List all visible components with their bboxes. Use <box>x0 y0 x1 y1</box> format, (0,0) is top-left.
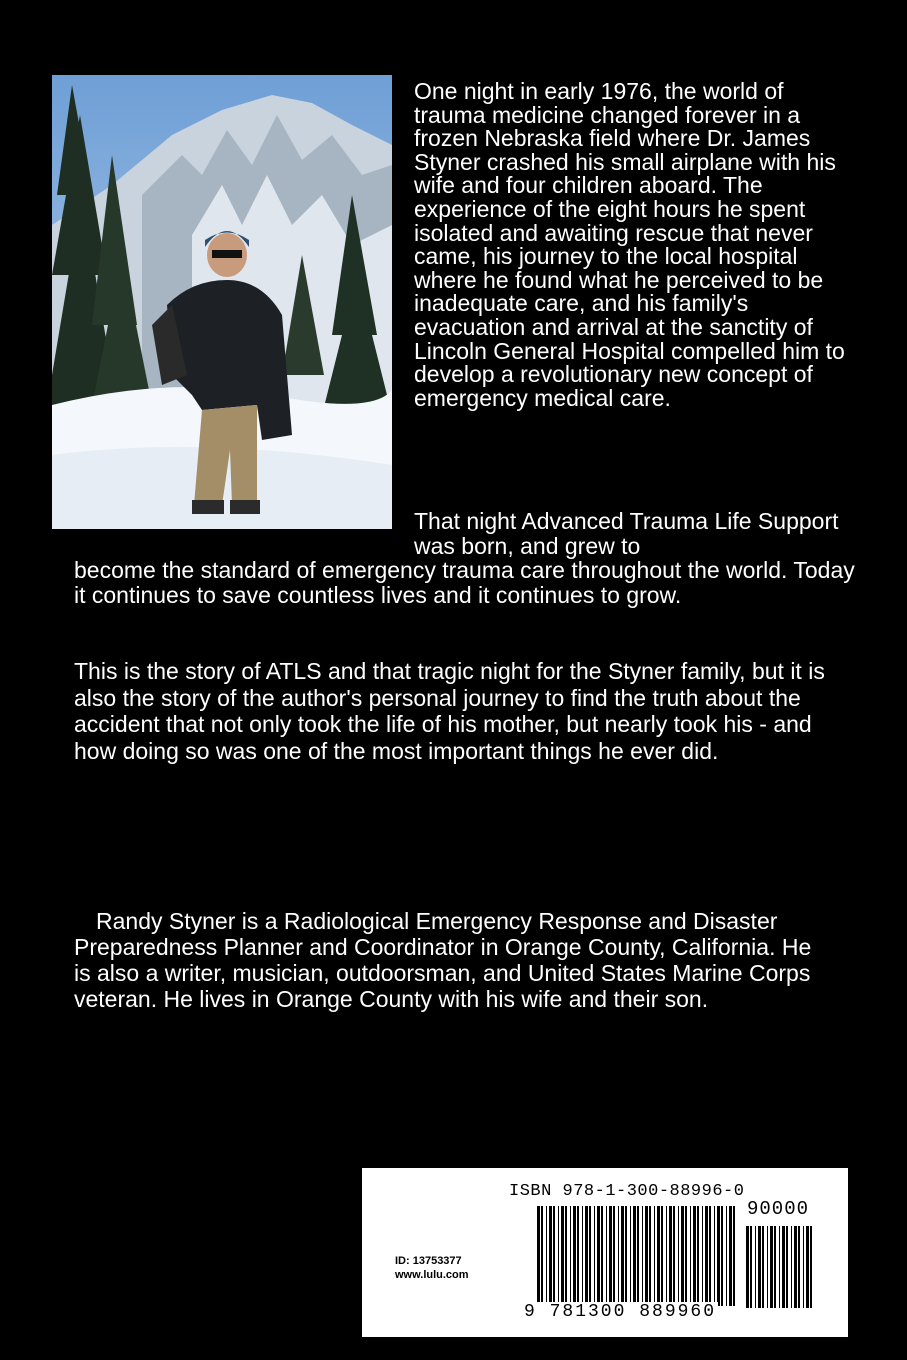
barcode-bar <box>779 1226 780 1308</box>
blurb-paragraph-1: One night in early 1976, the world of trauma medicine changed forever in a frozen Nebraska field where Dr. James Styner crashed his small airplane with his wife and four children aboard. The experience of the eight hours he spent isolated and awaiting rescue that never came, his journey to the local hospital where he found what he perceived to be inadequate care, and his family's evacuation and arrival at the sanctity of Lincoln General Hospital compelled him to develop a revolutionary new concept of emergency medical care. <box>414 78 845 411</box>
barcode-bar <box>609 1206 612 1306</box>
blurb-paragraph-2-rest: become the standard of emergency trauma care throughout the world. Today it continues to save countless lives and it continues to grow. <box>74 557 855 608</box>
lulu-info <box>395 1254 469 1282</box>
barcode-bar <box>746 1226 749 1308</box>
barcode-bar <box>791 1226 792 1308</box>
barcode-bar <box>573 1206 576 1306</box>
price-barcode <box>746 1226 814 1308</box>
barcode-bar <box>681 1206 684 1306</box>
barcode-bar <box>654 1206 655 1306</box>
barcode-bar <box>806 1226 809 1308</box>
barcode-bar <box>558 1206 559 1306</box>
barcode-bar <box>782 1226 785 1308</box>
barcode-bar <box>657 1206 660 1306</box>
barcode-bar <box>762 1226 764 1308</box>
barcode-bar <box>565 1206 567 1306</box>
barcode-bar <box>549 1206 552 1306</box>
barcode-bar <box>714 1206 715 1306</box>
barcode-bar <box>621 1206 624 1306</box>
barcode-bar <box>770 1226 773 1308</box>
barcode-panel <box>362 1168 848 1337</box>
barcode-bar <box>589 1206 591 1306</box>
lulu-url: www.lulu.com <box>395 1269 469 1281</box>
author-bio-text: Randy Styner is a Radiological Emergency Response and Disaster Preparedness Planner and Coordinator in Orange County, California. He is also a writer, musician, outdoorsman, and United States Marine Corps veteran. He lives in Orange County with his wife and their son. <box>74 908 812 1012</box>
barcode-bar <box>633 1206 636 1306</box>
barcode-bar <box>690 1206 691 1306</box>
author-bio <box>74 908 814 1012</box>
barcode-bar <box>541 1206 543 1306</box>
barcode-bar <box>705 1206 708 1306</box>
barcode-bar <box>678 1206 679 1306</box>
barcode-bar <box>561 1206 564 1306</box>
blurb-paragraph-3: This is the story of ATLS and that tragic night for the Styner family, but it is also the story of the author's personal journey to find the truth about the accident that not only took the life of his mother, but nearly took his - and how doing so was one of the most important things he ever did. <box>74 658 825 764</box>
author-photo <box>52 75 392 529</box>
barcode-bar <box>637 1206 639 1306</box>
barcode-bar <box>750 1226 752 1308</box>
barcode-bar <box>697 1206 699 1306</box>
barcode-bar <box>630 1206 631 1306</box>
barcode-bar <box>585 1206 588 1306</box>
barcode-bar <box>729 1206 732 1306</box>
barcode-bar <box>798 1226 800 1308</box>
barcode-bar <box>733 1206 735 1306</box>
blurb-paragraph-2-first-line: That night Advanced Trauma Life Support was born, and grew to <box>414 508 839 559</box>
barcode-bar <box>669 1206 672 1306</box>
isbn-label: ISBN 978-1-300-88996-0 <box>509 1182 745 1201</box>
barcode-bar <box>726 1206 727 1306</box>
barcode-bar <box>721 1206 723 1306</box>
barcode-bar <box>597 1206 600 1306</box>
barcode-bar <box>537 1206 540 1306</box>
barcode-bar <box>717 1206 720 1306</box>
barcode-bar <box>758 1226 761 1308</box>
barcode-bar <box>661 1206 663 1306</box>
barcode-bar <box>666 1206 667 1306</box>
barcode-bar <box>625 1206 627 1306</box>
barcode-bar <box>774 1226 776 1308</box>
barcode-bar <box>767 1226 768 1308</box>
barcode-bar <box>702 1206 703 1306</box>
barcode-bar <box>803 1226 804 1308</box>
barcode-bar <box>601 1206 603 1306</box>
barcode-bar <box>645 1206 648 1306</box>
barcode-bar <box>553 1206 555 1306</box>
barcode-bar <box>649 1206 651 1306</box>
price-code: 90000 <box>747 1198 810 1220</box>
barcode-bar <box>613 1206 615 1306</box>
isbn-barcode <box>537 1206 737 1306</box>
barcode-bar <box>606 1206 607 1306</box>
barcode-bar <box>794 1226 797 1308</box>
barcode-bar <box>594 1206 595 1306</box>
barcode-bar <box>577 1206 579 1306</box>
barcode-bar <box>709 1206 711 1306</box>
barcode-bar <box>786 1226 788 1308</box>
barcode-digits: 9 781300 889960 <box>524 1302 717 1322</box>
barcode-bar <box>618 1206 619 1306</box>
barcode-bar <box>755 1226 756 1308</box>
barcode-bar <box>810 1226 812 1308</box>
barcode-bar <box>546 1206 547 1306</box>
lulu-id: ID: 13753377 <box>395 1255 462 1267</box>
barcode-bar <box>582 1206 583 1306</box>
barcode-bar <box>570 1206 571 1306</box>
blurb-paragraph-2 <box>74 509 864 607</box>
barcode-bar <box>642 1206 643 1306</box>
barcode-bar <box>685 1206 687 1306</box>
barcode-bar <box>673 1206 675 1306</box>
barcode-bar <box>693 1206 696 1306</box>
